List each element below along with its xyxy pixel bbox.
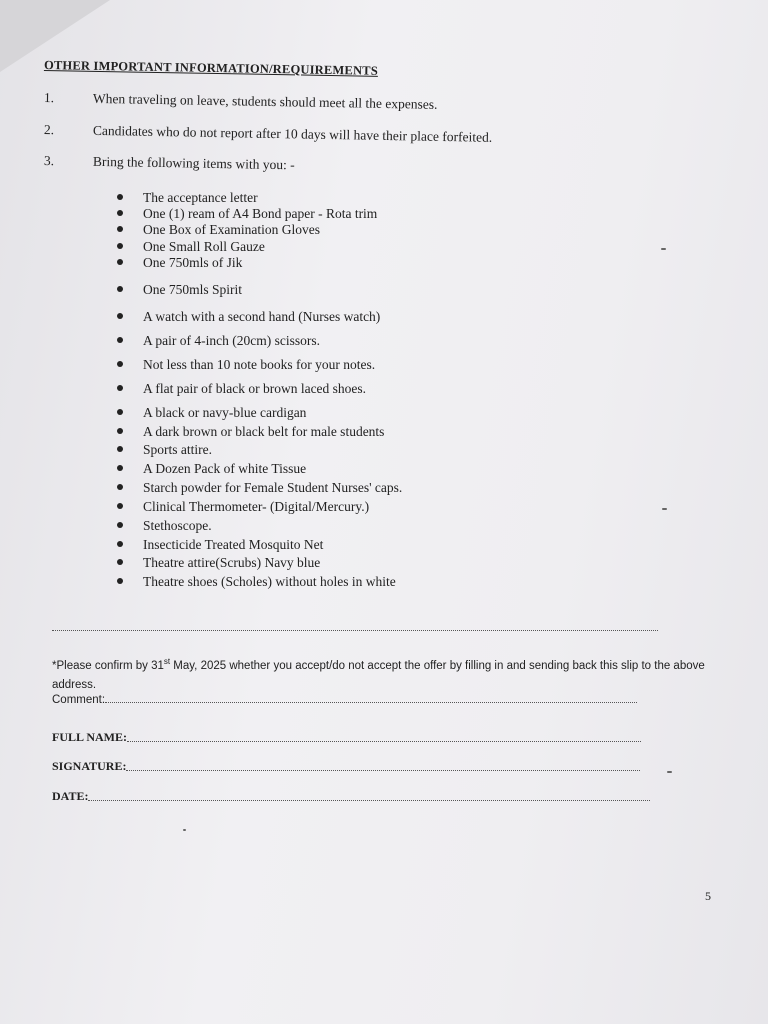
bullet-icon [117, 313, 123, 319]
date-blank[interactable] [88, 799, 650, 801]
numbered-item [44, 90, 438, 113]
tear-off-line [52, 630, 658, 631]
bullet-icon [117, 559, 123, 565]
list-item: One 750mls of Jik [117, 255, 242, 271]
item-text: Bring the following items with you: - [92, 153, 295, 173]
bullet-icon [117, 578, 123, 584]
list-item: Starch powder for Female Student Nurses' caps. [117, 480, 402, 496]
list-item: A pair of 4-inch (20cm) scissors. [117, 333, 320, 349]
list-item: Stethoscope. [117, 518, 212, 534]
bullet-icon [117, 361, 123, 367]
bullet-icon [117, 337, 123, 343]
bullet-icon [117, 503, 123, 509]
item-number: 2. [43, 122, 55, 138]
list-item: Insecticide Treated Mosquito Net [117, 537, 323, 553]
bullet-icon [117, 484, 123, 490]
list-item: A watch with a second hand (Nurses watch) [117, 309, 380, 325]
list-item: One (1) ream of A4 Bond paper - Rota trim [117, 206, 377, 222]
bullet-icon [117, 522, 123, 528]
signature-blank[interactable] [126, 769, 640, 771]
list-item: Theatre shoes (Scholes) without holes in white [117, 574, 396, 590]
bullet-icon [117, 210, 123, 216]
comment-field[interactable] [52, 694, 637, 706]
page-number: 5 [705, 889, 711, 903]
item-number: 1. [43, 90, 55, 106]
list-item: One 750mls Spirit [117, 282, 242, 298]
confirmation-text: *Please confirm by 31st May, 2025 whether you accept/do not accept the offer by filling in and sending back this slip to the above address. [52, 657, 705, 691]
list-item: One Box of Examination Gloves [117, 222, 320, 238]
bullet-icon [117, 428, 123, 434]
bullet-icon [117, 465, 123, 471]
bullet-icon [117, 243, 123, 249]
bullet-icon [117, 409, 123, 415]
full-name-field[interactable] [52, 730, 641, 745]
paper-speck [667, 771, 672, 773]
paper-speck [662, 508, 667, 510]
bullet-icon [117, 226, 123, 232]
item-number: 3. [43, 153, 55, 169]
list-item: A flat pair of black or brown laced shoes. [117, 381, 366, 397]
list-item: One Small Roll Gauze [117, 239, 265, 255]
item-text: When traveling on leave, students should meet all the expenses. [92, 90, 438, 112]
numbered-item [44, 153, 295, 173]
comment-blank[interactable] [105, 701, 637, 703]
comment-label: Comment: [52, 694, 106, 706]
list-item: Clinical Thermometer- (Digital/Mercury.) [117, 499, 369, 515]
list-item: A black or navy-blue cardigan [117, 405, 306, 421]
full-name-blank[interactable] [127, 740, 641, 742]
section-heading: OTHER IMPORTANT INFORMATION/REQUIREMENTS [43, 58, 379, 78]
full-name-label: FULL NAME: [52, 730, 127, 744]
bullet-icon [117, 259, 123, 265]
signature-label: SIGNATURE: [52, 759, 127, 773]
paper-speck [661, 248, 666, 250]
bullet-icon [117, 541, 123, 547]
bullet-icon [117, 286, 123, 292]
item-text: Candidates who do not report after 10 days will have their place forfeited. [92, 122, 493, 145]
list-item: A Dozen Pack of white Tissue [117, 461, 306, 477]
signature-field[interactable] [52, 759, 640, 774]
list-item: Theatre attire(Scrubs) Navy blue [117, 555, 320, 571]
date-label: DATE: [52, 789, 89, 803]
bullet-icon [117, 194, 123, 200]
bullet-icon [117, 385, 123, 391]
list-item: The acceptance letter [117, 190, 258, 206]
list-item: Not less than 10 note books for your notes. [117, 357, 375, 373]
paper-speck [183, 829, 186, 831]
bullet-icon [117, 446, 123, 452]
list-item: Sports attire. [117, 442, 212, 458]
date-field[interactable] [52, 789, 650, 804]
numbered-item [44, 122, 492, 146]
list-item: A dark brown or black belt for male students [117, 424, 384, 440]
